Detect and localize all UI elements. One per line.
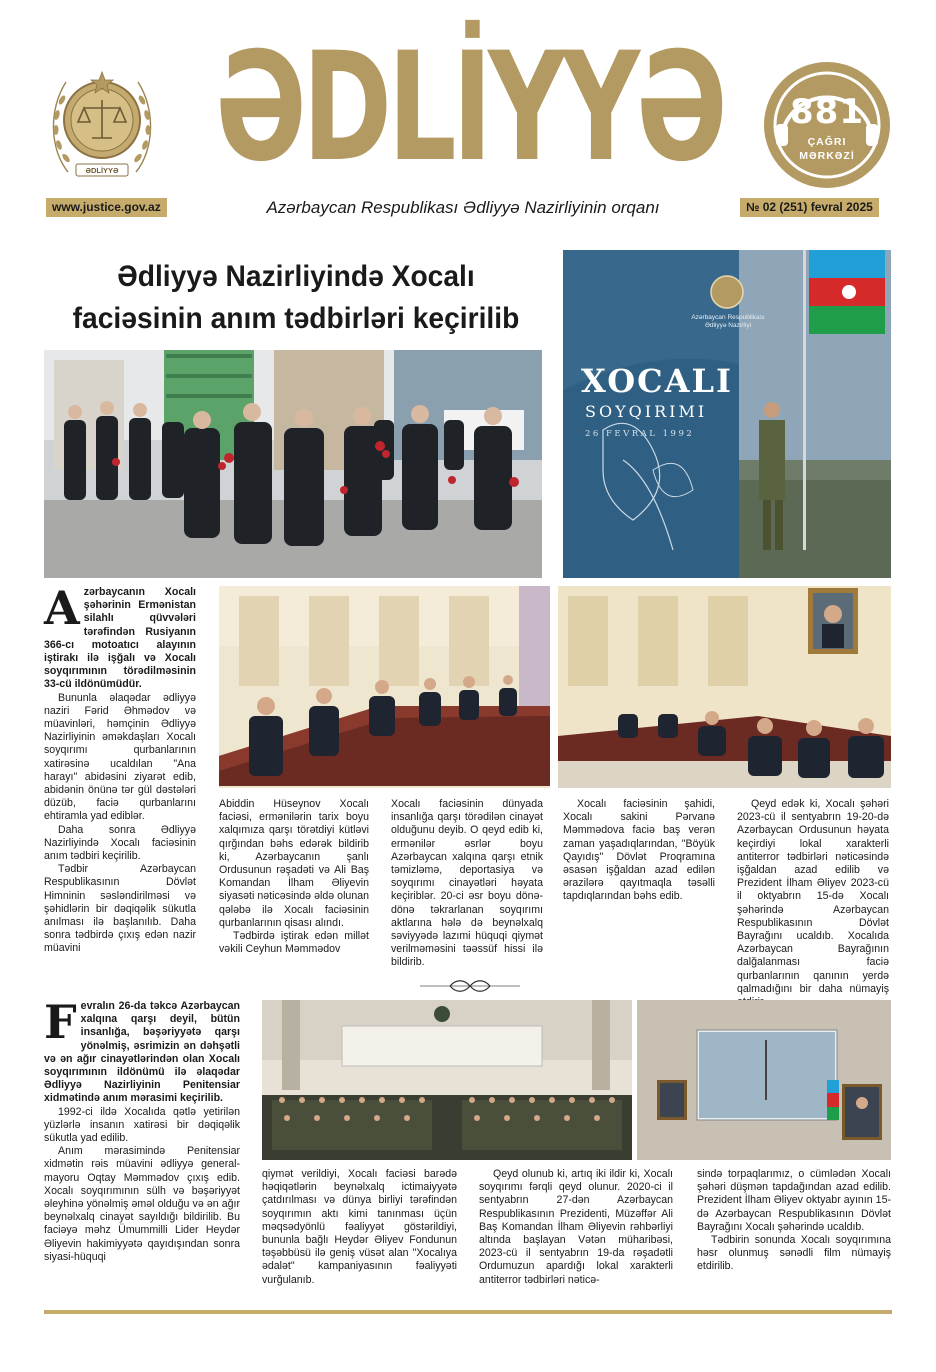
article1-paragraph: Xocalı faciəsinin dünyada insanlığa qarşı törədilən cinayət olduğunu deyib. O qeyd edib ki, ermənilər əsrlər boyu Azərbaycan xalqına qarşı etnik təmizləmə, deportasiya və soyqırımı cinayətləri həyata keçiriblər. 20-ci əsr boyu dönə-dönə təkrarlanan soyqırımı aktlarına hələ də beynəlxalq səviyyədə lazımi hüquqi qiymət verilməməsini təəssüf hissi ilə bildirib. [391, 798, 543, 969]
article1-lead: zərbaycanın Xocalı şəhərinin Ermənistan silahlı qüvvələri tərəfindən Rusiyanın 366-cı motoatıcı alayının iştirakı ilə işğalı və Xocalı soyqırımının törədilməsinin 33-cü ildönümüdür. [44, 586, 196, 691]
article1-paragraph: Xocalı faciəsinin şahidi, Xocalı sakini Pərvanə Məmmədova faciə baş verən zaman yaşadıqlarından, "Böyük Qayıdış" Dövlət Proqramına əsasən işğaldan azad edilən ərazilərə qayıtmaqla təsəlli tapdıqlarından bəhs edib. [563, 798, 715, 903]
meeting-hall-photo [558, 586, 891, 788]
call-center-label-1: ÇAĞRI [807, 136, 847, 148]
article1-column-2 [219, 798, 369, 972]
call-center-label-2: MƏRKƏZİ [799, 150, 855, 162]
poster-date: 26 FEVRAL 1992 [585, 429, 695, 439]
article1-paragraph: Qeyd edək ki, Xocalı şəhəri 2023-cü il sentyabrın 19-20-də Azərbaycan Ordusunun həyata keçirdiyi lokal xarakterli antiterror tədbirləri nəticəsində işğaldan azad edilib və Prezident İlham Əliyev 2023-cü il oktyabrın 15-də Xocalı şəhərində Azərbaycan Respublikasının Dövlət Bayrağını ucaldıb. Xocalıda Azərbaycan Bayrağının dalğalanması faciə qurbanlarının qanının yerdə qalmadığını bir daha nümayiş [737, 798, 889, 995]
article2-paragraph: qiymət verildiyi, Xocalı faciəsi barədə həqiqətlərin beynəlxalq ictimaiyyətə çatdırılması və dünya birliyi tərəfindən soyqırımın aktı kimi tanınması üçün məqsədyönlü fəaliyyət göstərildiyi, bununla bağlı Heydər Əliyev Fondunun təşəbbüsü ilə geniş vüsət alan "Xocalıya ədalət" kampaniyasının fəaliyyəti vurğulanıb. [262, 1168, 457, 1286]
khojaly-poster [563, 250, 891, 578]
article1-paragraph: Abiddin Hüseynov Xocalı faciəsi, ermənilərin tarix boyu xalqımıza qarşı törətdiyi kütləvi qırğından bəhs edərək bildirib ki, Azərbaycanın şanlı Ordusunun rəşadəti və Ali Baş Komandan İlham Əliyevin siyasəti nəticəsində əldə olunan qələbə ilə Xocalı faciəsinin qurbanlarının qisası alındı. [219, 798, 369, 929]
article1-column-5 [737, 798, 889, 995]
article1-column-4 [563, 798, 715, 972]
poster-title: XOCALI [581, 362, 733, 400]
call-center-badge [764, 62, 890, 188]
article2-paragraph: Qeyd olunub ki, artıq iki ildir ki, Xocalı soyqırımı fərqli qeyd olunur. 2020-ci il sentyabrın 27-dən Azərbaycan Respublikasının Prezidenti, Müzəffər Ali Baş Komandan İlham Əliyevin rəhbərliyi altında başlayan Vətən müharibəsi, 2023-cü il sentyabrın 19-da rəşadətli Ordumuzun apardığı lokal xarakterli antiterror tədbirləri nəticə- [479, 1168, 673, 1286]
bottom-rule [44, 1310, 892, 1314]
poster-subtitle: SOYQIRIMI [585, 402, 708, 421]
article1-paragraph: Tədbirdə iştirak edən millət vəkili Ceyhun Məmmədov [219, 930, 369, 956]
ministry-meeting-photo [219, 586, 550, 788]
ministry-emblem-logo [46, 60, 158, 185]
svg-text:ƏDLİYYƏ: ƏDLİYYƏ [85, 166, 119, 175]
issue-number: № 02 (251) fevral 2025 [740, 198, 879, 217]
article-headline: Ədliyyə Nazirliyində Xocalı faciəsinin anım tədbirləri keçirilib [72, 260, 520, 335]
penitentiary-assembly-photo [262, 1000, 632, 1160]
call-center-number: 881 [790, 92, 864, 132]
article1-paragraph: Daha sonra Ədliyyə Nazirliyində Xocalı faciəsinin anım tədbiri keçirilib. [44, 823, 196, 863]
website-link[interactable]: www.justice.gov.az [46, 198, 167, 217]
poster-ministry-line2: Ədliyyə Nazirliyi [704, 322, 752, 329]
article2-column-4 [697, 1168, 891, 1300]
article2-paragraph: sində torpaqlarımız, o cümlədən Xocalı şəhəri düşmən tapdağından azad edilib. Prezident İlham Əliyev oktyabr ayının 15-də Azərbaycan Respublikasının Dövlət Bayrağını Xocalı şəhərində ucaldıb. [697, 1168, 891, 1233]
article1-paragraph: Bununla əlaqədar ədliyyə naziri Fərid Əhmədov və müavinləri, həmçinin Ədliyyə Nazirliyinin əməkdaşları Xocalı soyqırımı qurbanlarının xatirəsinə ucaldılan "Ana harayı" abidəsini ziyarət edib, abidənin önünə tər gül dəstələri düzüb, faciə qurbanlarını ehtiramla yad ediblər. [44, 691, 196, 823]
section-divider-ornament [420, 977, 520, 995]
wreath-laying-photo [44, 350, 542, 578]
article2-paragraph: 1992-ci ildə Xocalıda qətlə yetirilən yüzlərlə insanın xatirəsi bir dəqiqəlik sükutla yad edilib. [44, 1105, 240, 1145]
poster-ministry-line1: Azərbaycan Respublikası [691, 314, 765, 321]
article1-dropcap: A [44, 581, 80, 635]
article2-lead: evralın 26-da təkcə Azərbaycan xalqına qarşı deyil, bütün insanlığa, bəşəriyyətə qarşı yönəlmiş, əsrimizin ən dəhşətli və ən ağır cinayətlərindən olan Xocalı soyqırımının ildönümü ilə əlaqədar Ədliyyə Nazirliyinin Penitensiar xidmətində anım mərasimi keçirilib. [44, 1000, 240, 1105]
film-screening-photo [637, 1000, 891, 1160]
article2-dropcap: F [44, 995, 77, 1049]
article2-column-2 [262, 1168, 457, 1300]
article2-paragraph: Tədbirin sonunda Xocalı soyqırımına həsr olunmuş sənədli film nümayiş etdirilib. [697, 1234, 891, 1273]
article2-paragraph: Anım mərasimində Penitensiar xidmətin rəis müavini ədliyyə general-mayoru Oqtay Məmmədov çıxış edib. Xocalı soyqırımının sülh və bəşəriyyət əleyhinə yönəlmiş əməl olduğu və ən ağır beynəlxalq cinayət sayıldığı bildirilib. Bu faciəyə məhz Ümummilli Lider Heydər Əliyevin hakimiyyətə qayıdışından sonra siyasi-hüquqi [44, 1145, 240, 1263]
article1-paragraph: Tədbir Azərbaycan Respublikasının Dövlət Himninin səsləndirilməsi və şəhidlərin bir dəqiqəlik sükutla anılması ilə başlanılıb. Daha sonra tədbirdə çıxış edən nazir müavini [44, 863, 196, 955]
masthead-title: ƏDLİYYƏ [215, 21, 724, 195]
article2-column-3 [479, 1168, 673, 1300]
article1-column-3 [391, 798, 543, 972]
masthead-subtitle: Azərbaycan Respublikası Ədliyyə Nazirliyinin orqanı [266, 198, 660, 217]
article1-column-1 [44, 581, 196, 971]
poster-ministry [691, 314, 765, 330]
article2-column-1 [44, 995, 240, 1300]
